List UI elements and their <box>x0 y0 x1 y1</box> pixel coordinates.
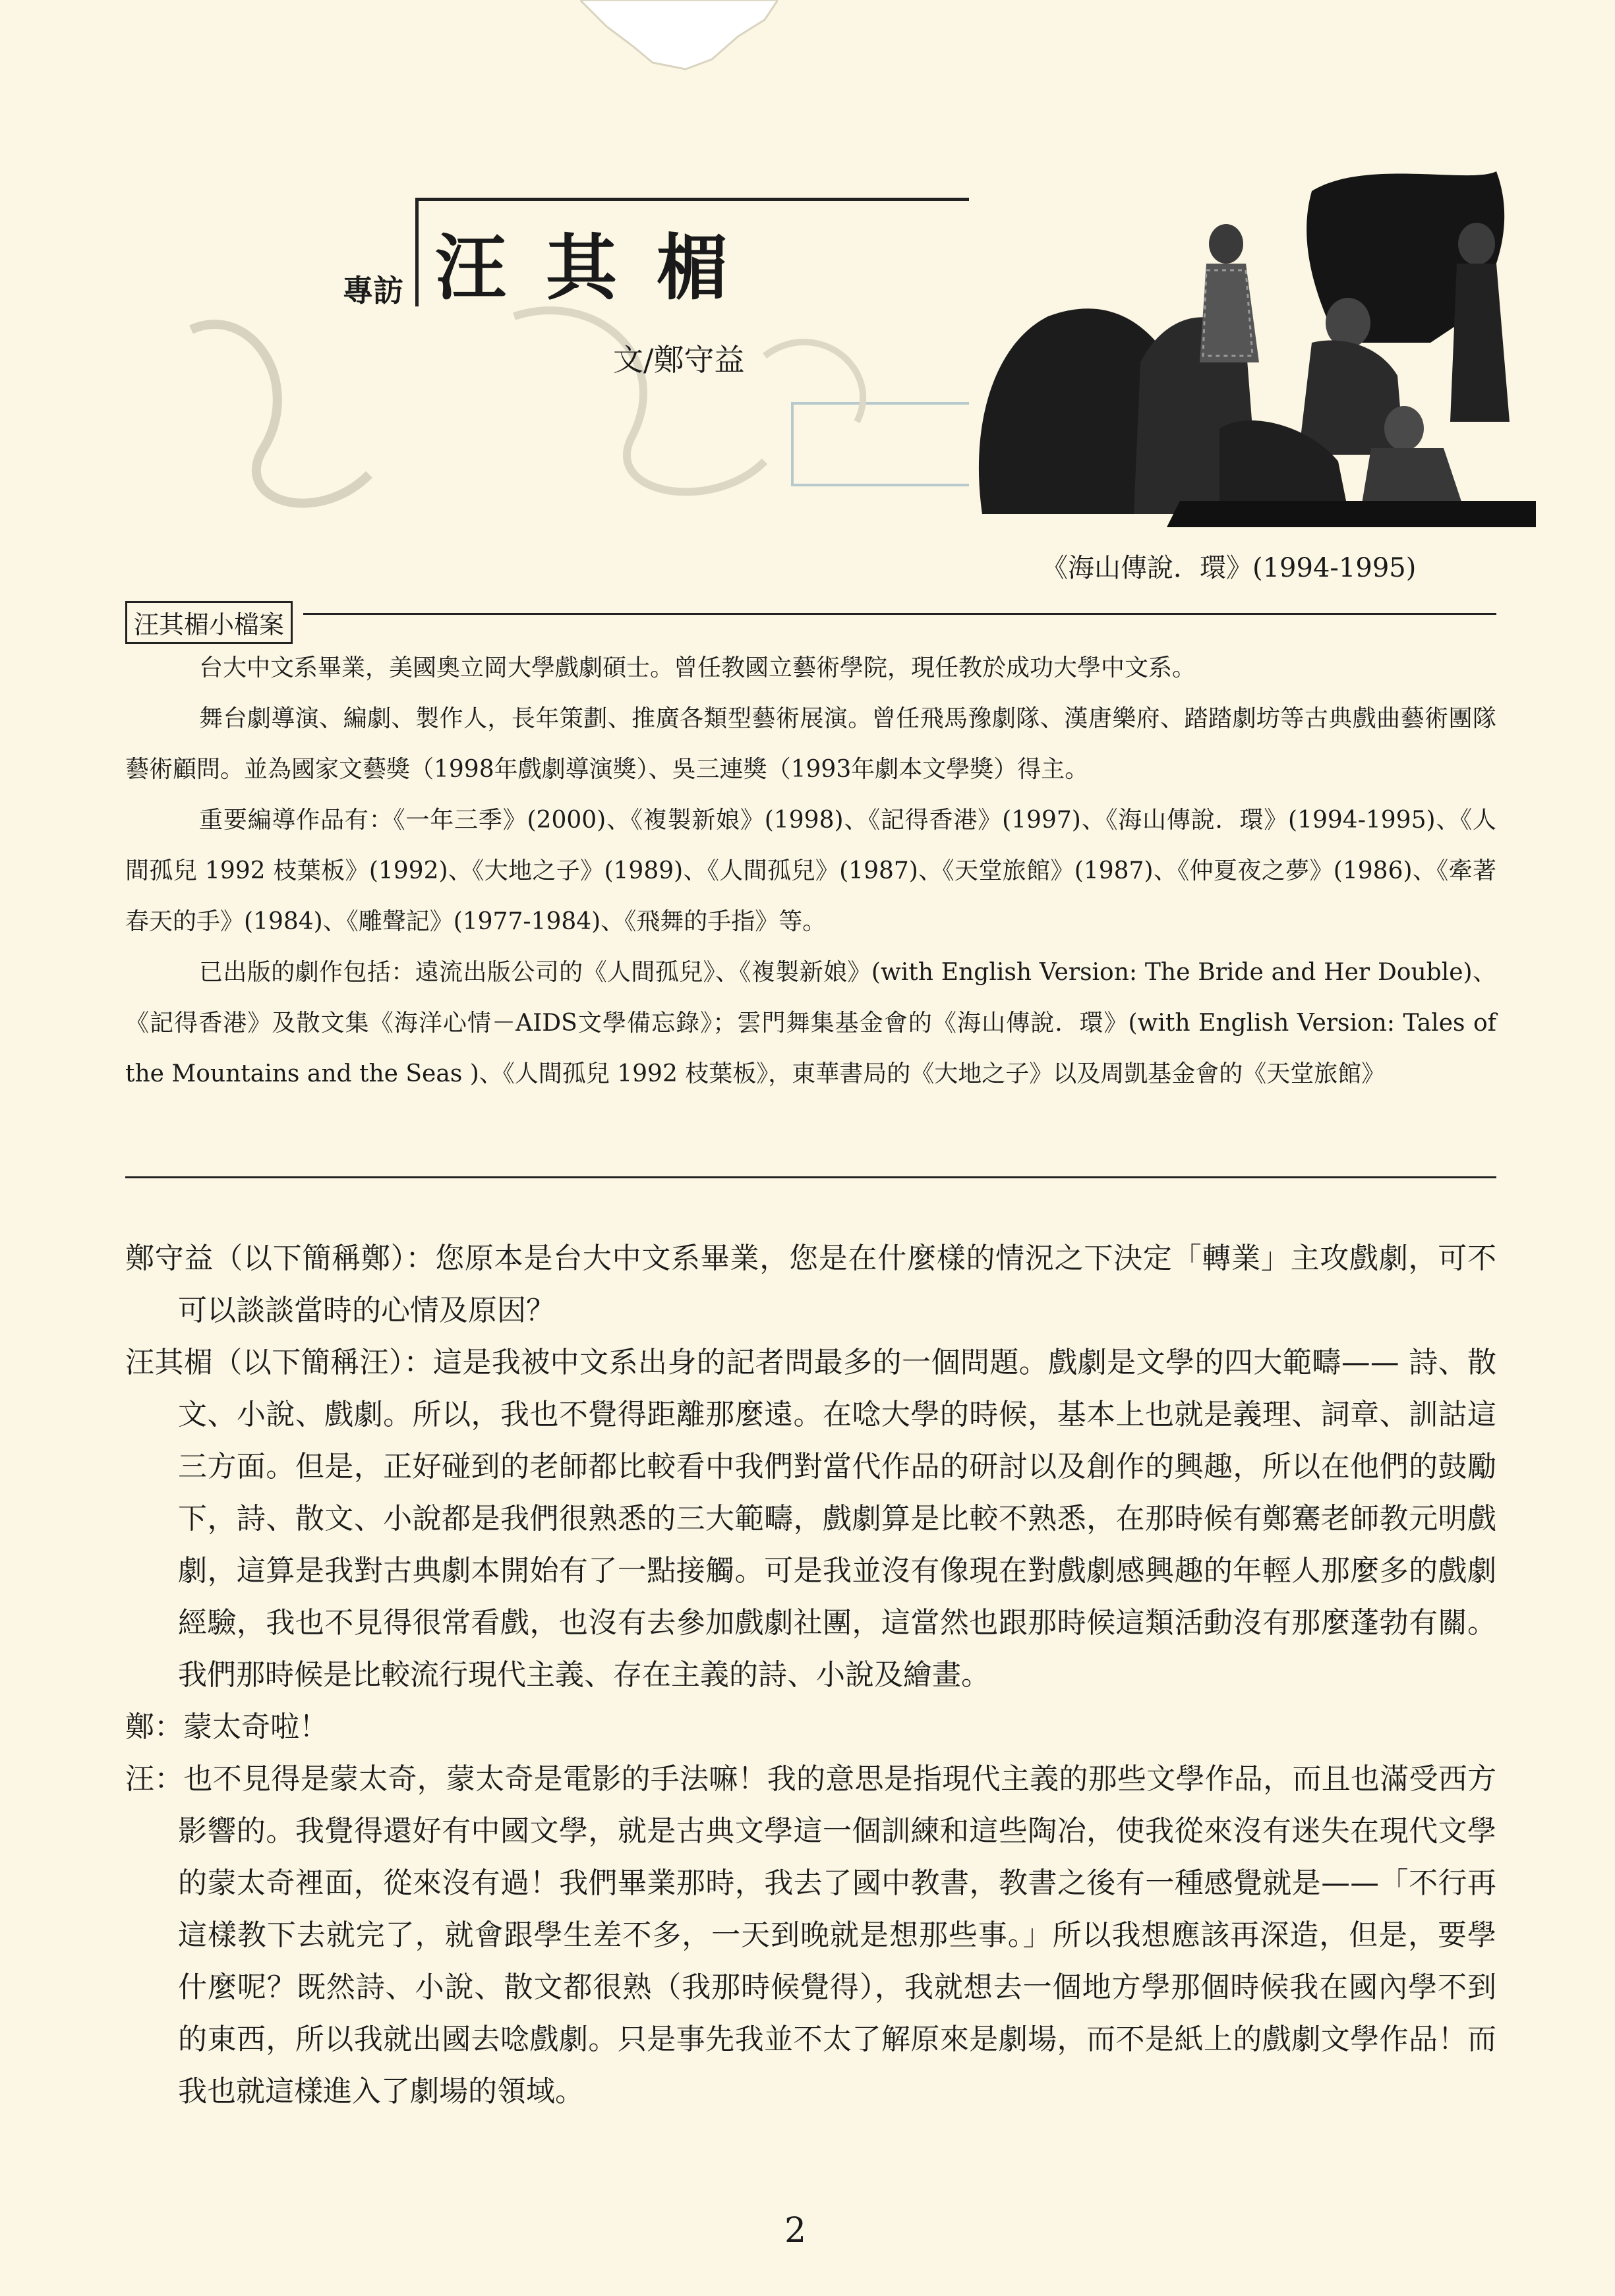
section-kicker: 專訪 <box>343 273 403 308</box>
performance-photo <box>969 145 1536 527</box>
speaker: 汪： <box>125 1762 184 1796</box>
utterance: 您原本是台大中文系畢業，您是在什麼樣的情況之下決定「轉業」主攻戲劇，可不可以談談當時的心情及原因？ <box>178 1242 1497 1327</box>
speaker: 鄭守益（以下簡稱鄭）： <box>125 1242 436 1275</box>
profile-paragraph: 已出版的劇作包括：遠流出版公司的《人間孤兒》、《複製新娘》(with English Version: The Bride and Her Double)、《記得香港》及散文集《海洋心情－AIDS文學備忘錄》；雲門舞集基金會的《海山傳說．環》(with English Version: Tales of the Mountains and the Seas )、《人間孤兒 1992 枝葉板》，東華書局的《大地之子》以及周凱基金會的《天堂旅館》 <box>125 959 1496 1087</box>
torn-edge <box>580 0 778 79</box>
profile-paragraph: 舞台劇導演、編劇、製作人，長年策劃、推廣各類型藝術展演。曾任飛馬豫劇隊、漢唐樂府、踏踏劇坊等古典戲曲藝術團隊藝術顧問。並為國家文藝獎（1998年戲劇導演獎）、吳三連獎（1993年劇本文學獎）得主。 <box>125 705 1496 783</box>
profile-bottom-rule <box>125 1176 1496 1178</box>
interview-dialogue <box>125 1232 1496 2117</box>
photo-caption: 《海山傳說．環》(1994-1995) <box>1042 553 1417 583</box>
dialogue-turn <box>125 1753 1496 2117</box>
article-title: 汪其楣 <box>435 227 768 310</box>
profile-label: 汪其楣小檔案 <box>125 601 293 644</box>
profile-top-rule <box>303 613 1496 615</box>
dialogue-turn <box>125 1232 1496 1336</box>
profile-paragraph: 重要編導作品有：《一年三季》(2000)、《複製新娘》(1998)、《記得香港》(1997)、《海山傳說．環》(1994-1995)、《人間孤兒 1992 枝葉板》(1992)、《大地之子》(1989)、《人間孤兒》(1987)、《天堂旅館》(1987)、《仲夏夜之夢》(1986)、《牽著春天的手》(1984)、《雕聲記》(1977-1984)、《飛舞的手指》等。 <box>125 807 1496 935</box>
speaker: 鄭： <box>125 1710 183 1744</box>
utterance: 也不見得是蒙太奇，蒙太奇是電影的手法嘛！我的意思是指現代主義的那些文學作品，而且也滿受西方影響的。我覺得還好有中國文學，就是古典文學這一個訓練和這些陶冶，使我從來沒有迷失在現代文學的蒙太奇裡面，從來沒有過！我們畢業那時，我去了國中教書，教書之後有一種感覺就是——「不行再這樣教下去就完了，就會跟學生差不多，一天到晚就是想那些事。」所以我想應該再深造，但是，要學什麼呢？既然詩、小說、散文都很熟（我那時候覺得），我就想去一個地方學那個時候我在國內學不到的東西，所以我就出國去唸戲劇。只是事先我並不太了解原來是劇場，而不是紙上的戲劇文學作品！而我也就這樣進入了劇場的領域。 <box>178 1762 1497 2108</box>
dialogue-turn <box>125 1336 1496 1701</box>
profile-paragraph: 台大中文系畢業，美國奧立岡大學戲劇碩士。曾任教國立藝術學院，現任教於成功大學中文系。 <box>199 654 1196 681</box>
utterance: 這是我被中文系出身的記者問最多的一個問題。戲劇是文學的四大範疇—— 詩、散文、小說、戲劇。所以，我也不覺得距離那麼遠。在唸大學的時候，基本上也就是義理、詞章、訓詁這三方面。但是，正好碰到的老師都比較看中我們對當代作品的研討以及創作的興趣，所以在他們的鼓勵下，詩、散文、小說都是我們很熟悉的三大範疇，戲劇算是比較不熟悉，在那時候有鄭騫老師教元明戲劇，這算是我對古典劇本開始有了一點接觸。可是我並沒有像現在對戲劇感興趣的年輕人那麼多的戲劇經驗，我也不見得很常看戲，也沒有去參加戲劇社團，這當然也跟那時候這類活動沒有那麼蓬勃有關。我們那時候是比較流行現代主義、存在主義的詩、小說及繪畫。 <box>178 1346 1497 1692</box>
byline: 文/鄭守益 <box>613 342 745 378</box>
utterance: 蒙太奇啦！ <box>183 1710 328 1744</box>
dialogue-turn <box>125 1701 1496 1753</box>
speaker: 汪其楣（以下簡稱汪）： <box>125 1346 433 1379</box>
show-through-marks <box>171 277 929 619</box>
profile-text <box>125 643 1496 1099</box>
page-number: 2 <box>784 2211 807 2251</box>
